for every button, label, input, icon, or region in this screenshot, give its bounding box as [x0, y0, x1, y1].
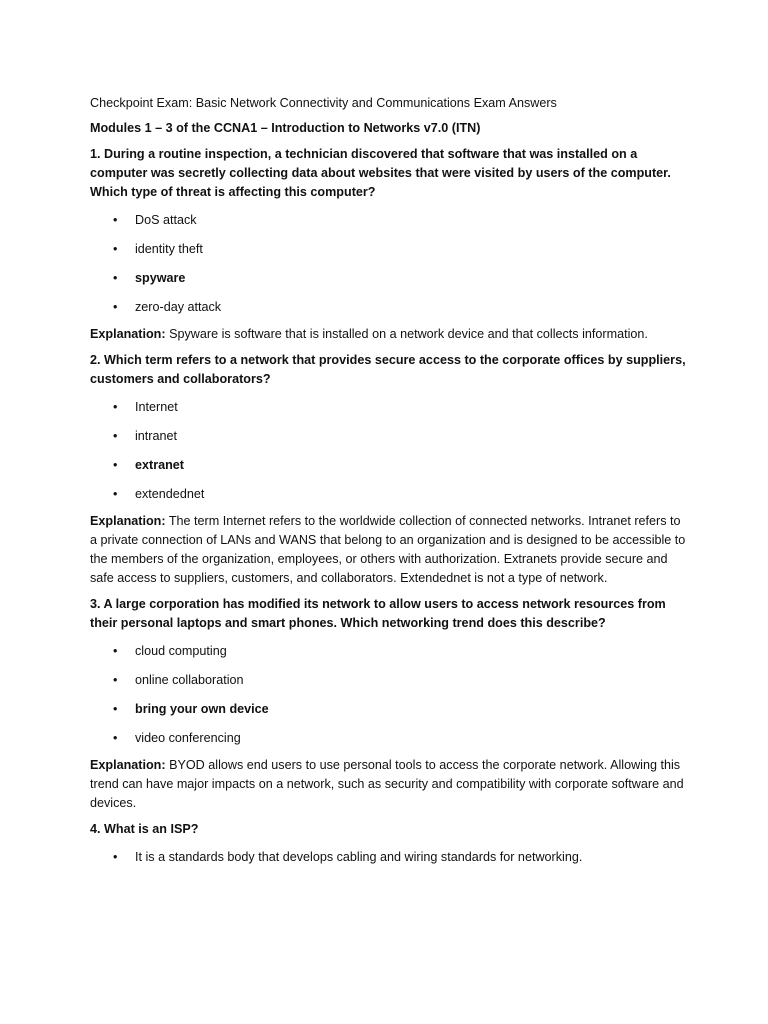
document-page	[90, 94, 690, 875]
answer-option-text: intranet	[135, 429, 178, 443]
explanation-label: Explanation:	[90, 758, 166, 772]
explanation-label: Explanation:	[90, 327, 166, 341]
bullet-icon: •	[113, 242, 118, 256]
bullet-icon: •	[113, 300, 118, 314]
bullet-icon: •	[113, 673, 118, 687]
answer-option-text: It is a standards body that develops cabling and wiring standards for networking.	[135, 850, 583, 864]
bullet-icon: •	[113, 400, 118, 414]
answer-options	[90, 637, 690, 753]
answer-option	[90, 666, 690, 695]
explanation-label: Explanation:	[90, 514, 166, 528]
document-title: Checkpoint Exam: Basic Network Connectivity and Communications Exam Answers	[90, 96, 557, 110]
question-text: 1. During a routine inspection, a technician discovered that software that was installed on a computer was secretly collecting data about websites that were visited by users of the computer. Which type of threat is affecting this computer?	[90, 147, 671, 199]
answer-option-correct	[90, 695, 690, 724]
answer-option-text: DoS attack	[135, 213, 197, 227]
explanation-text: BYOD allows end users to use personal tools to access the corporate network. Allowing this trend can have major impacts on a network, such as security and compatibility with corporate software and devices.	[90, 758, 684, 810]
explanation	[90, 756, 690, 813]
answer-option	[90, 393, 690, 422]
answer-options	[90, 206, 690, 322]
question-list	[90, 145, 690, 872]
bullet-icon: •	[113, 458, 118, 472]
answer-option-text: zero-day attack	[135, 300, 222, 314]
answer-option-text: Internet	[135, 400, 178, 414]
answer-option-text: extranet	[135, 458, 184, 472]
answer-options	[90, 393, 690, 509]
answer-option-text: bring your own device	[135, 702, 269, 716]
document-subtitle: Modules 1 – 3 of the CCNA1 – Introduction to Networks v7.0 (ITN)	[90, 121, 481, 135]
bullet-icon: •	[113, 487, 118, 501]
answer-option	[90, 480, 690, 509]
answer-option-correct	[90, 264, 690, 293]
answer-option	[90, 422, 690, 451]
question-text: 2. Which term refers to a network that provides secure access to the corporate offices by suppliers, customers and collaborators?	[90, 353, 686, 386]
answer-option-text: extendednet	[135, 487, 205, 501]
bullet-icon: •	[113, 644, 118, 658]
answer-option-text: cloud computing	[135, 644, 227, 658]
answer-option-text: identity theft	[135, 242, 203, 256]
answer-option-text: spyware	[135, 271, 186, 285]
bullet-icon: •	[113, 271, 118, 285]
answer-option-correct	[90, 451, 690, 480]
explanation	[90, 512, 690, 588]
explanation-text: The term Internet refers to the worldwide collection of connected networks. Intranet refers to a private connection of LANs and WANS that belong to an organization and is designed to be accessible to the members of the organization, employees, or others with authorization. Extranets provide secure and safe access to suppliers, customers, and collaborators. Extendednet is not a type of network.	[90, 514, 686, 585]
question-text: 3. A large corporation has modified its network to allow users to access network resources from their personal laptops and smart phones. Which networking trend does this describe?	[90, 597, 666, 630]
question-text: 4. What is an ISP?	[90, 822, 199, 836]
bullet-icon: •	[113, 731, 118, 745]
explanation-text: Spyware is software that is installed on a network device and that collects information.	[165, 327, 648, 341]
answer-option	[90, 235, 690, 264]
bullet-icon: •	[113, 702, 118, 716]
explanation	[90, 325, 690, 344]
answer-option	[90, 206, 690, 235]
answer-option	[90, 293, 690, 322]
answer-option	[90, 724, 690, 753]
bullet-icon: •	[113, 850, 118, 864]
answer-options	[90, 843, 690, 872]
answer-option-text: online collaboration	[135, 673, 244, 687]
bullet-icon: •	[113, 213, 118, 227]
bullet-icon: •	[113, 429, 118, 443]
answer-option	[90, 637, 690, 666]
answer-option-text: video conferencing	[135, 731, 241, 745]
answer-option	[90, 843, 690, 872]
